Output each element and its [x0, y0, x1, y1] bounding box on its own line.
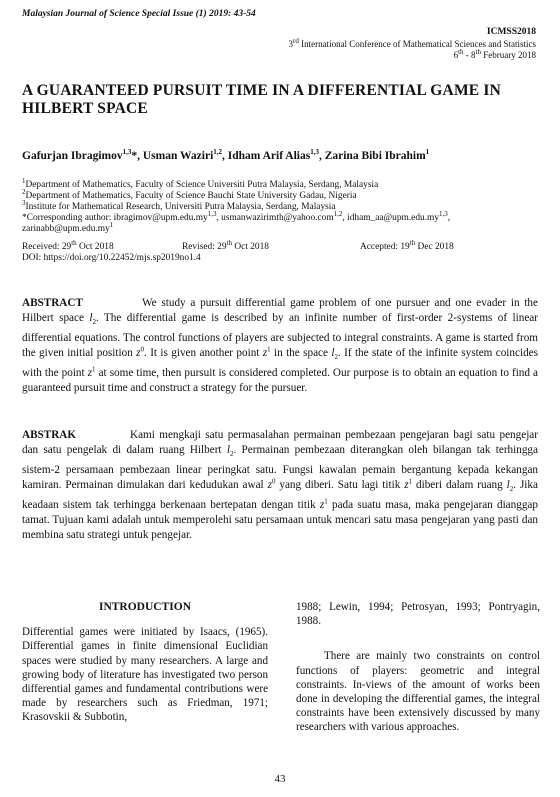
intro-left-column — [22, 600, 268, 725]
corresponding-author: *Corresponding author: ibragimov@upm.edu.my$^{1,3}$, usmanwazirimth@yahoo.com$^{1,2}$, idham_aa@upm.edu.my$^{1,3}$, $zarinabb@upm.edu.my^1$ — [22, 209, 451, 234]
revised-date: Revised: 29th Oct 2018 — [182, 238, 269, 252]
conference-code: ICMSS2018 — [486, 27, 536, 37]
affiliation-3: $^3$Institute for Mathematical Research, Universiti Putra Malaysia, Serdang, Malaysia — [22, 198, 336, 212]
conference-name: 3rd International Conference of Mathematical Sciences and Statistics — [288, 36, 536, 49]
abstrak-heading: ABSTRAK — [22, 429, 77, 441]
abstrak-paragraph: ABSTRAK Kami mengkaji satu permasalahan permainan pembezaan pengejaran bagi satu pengejar dan satu pengelak di dalam ruang Hilbert $l_2$. Permainan pembezaan diterangkan oleh bilangan tak terhingga sistem-2 persamaan pembezaan linear peringkat satu. Fungsi kawalan pemain bergantung kepada kekangan kamiran. Permainan dimulakan dari kedudukan awal $z^0$ yang diberi. Satu lagi titik $z^1$ diberi dalam ruang $l_2$. Jika keadaan sistem tak terhingga berkenaan bertepatan dengan titik $z^1$ pada suatu masa, maka pengejaran dianggap tamat. Tujuan kami adalah untuk memperolehi satu persamaan untuk mencari satu masa pengejaran yang pasti dan membina satu strategi untuk pengejar. — [22, 429, 538, 542]
paper-title: A GUARANTEED PURSUIT TIME IN A DIFFERENTIAL GAME IN HILBERT SPACE — [22, 82, 502, 117]
received-date: Received: 29th Oct 2018 — [22, 238, 114, 252]
abstract-paragraph: ABSTRACT We study a pursuit differential game problem of one pursuer and one evader in the Hilbert space $l_2$. The differential game is described by an infinite number of first-order 2-systems of linear differential equations. The control functions of players are subjected to integral constraints. A game is started from the given initial position $z^0$. It is given another point $z^1$ in the space $l_2$. If the state of the infinite system coincides with the point $z^1$ at some time, then pursuit is considered completed. Our purpose is to obtain an equation to find a guaranteed pursuit time and construct a strategy for the pursuer. — [22, 297, 538, 394]
journal-name: Malaysian Journal of Science Special Issue (1) 2019: 43-54 — [22, 9, 256, 19]
intro-paragraph-1: Differential games were initiated by Isaacs, (1965). Differential games in finite dimensional Euclidian spaces were studied by many researchers. A large and growing body of literature has investigated two person differential games and fundamental contributions were made by researchers such as Friedman, 1971; Krasovskii & Subbotin, — [22, 626, 268, 724]
conference-dates: 6th - 8th February 2018 — [453, 48, 536, 60]
intro-right-column — [296, 600, 540, 735]
affiliations — [22, 176, 542, 235]
conference-info — [288, 27, 536, 62]
intro-paragraph-1-cont: 1988; Lewin, 1994; Petrosyan, 1993; Pontryagin, 1988. — [296, 601, 540, 628]
doi: DOI: https://doi.org/10.22452/mjs.sp2019no1.4 — [22, 253, 201, 263]
accepted-date: Accepted: 19th Dec 2018 — [360, 238, 454, 252]
author-list: Gafurjan Ibragimov$^{1,3}$*, Usman Waziri$^{1,2}$, Idham Arif Alias$^{1,3}$, Zarina Bibi Ibrahim$^1$ — [22, 148, 430, 162]
abstract-heading: ABSTRACT — [22, 297, 83, 309]
intro-paragraph-2: There are mainly two constraints on control functions of players: geometric and integral constraints. In-views of the amount of works been done in developing the differential games, the integral constraints have been extensively discussed by many researchers with various approaches. — [296, 650, 540, 734]
introduction-heading: INTRODUCTION — [98, 601, 191, 613]
affiliation-1: $^1$Department of Mathematics, Faculty of Science Universiti Putra Malaysia, Serdang, Malaysia — [22, 176, 379, 190]
affiliation-2: $^2$Department of Mathematics, Faculty of Science Bauchi State University Gadau, Nigeria — [22, 187, 357, 201]
page-number: 43 — [274, 773, 286, 785]
